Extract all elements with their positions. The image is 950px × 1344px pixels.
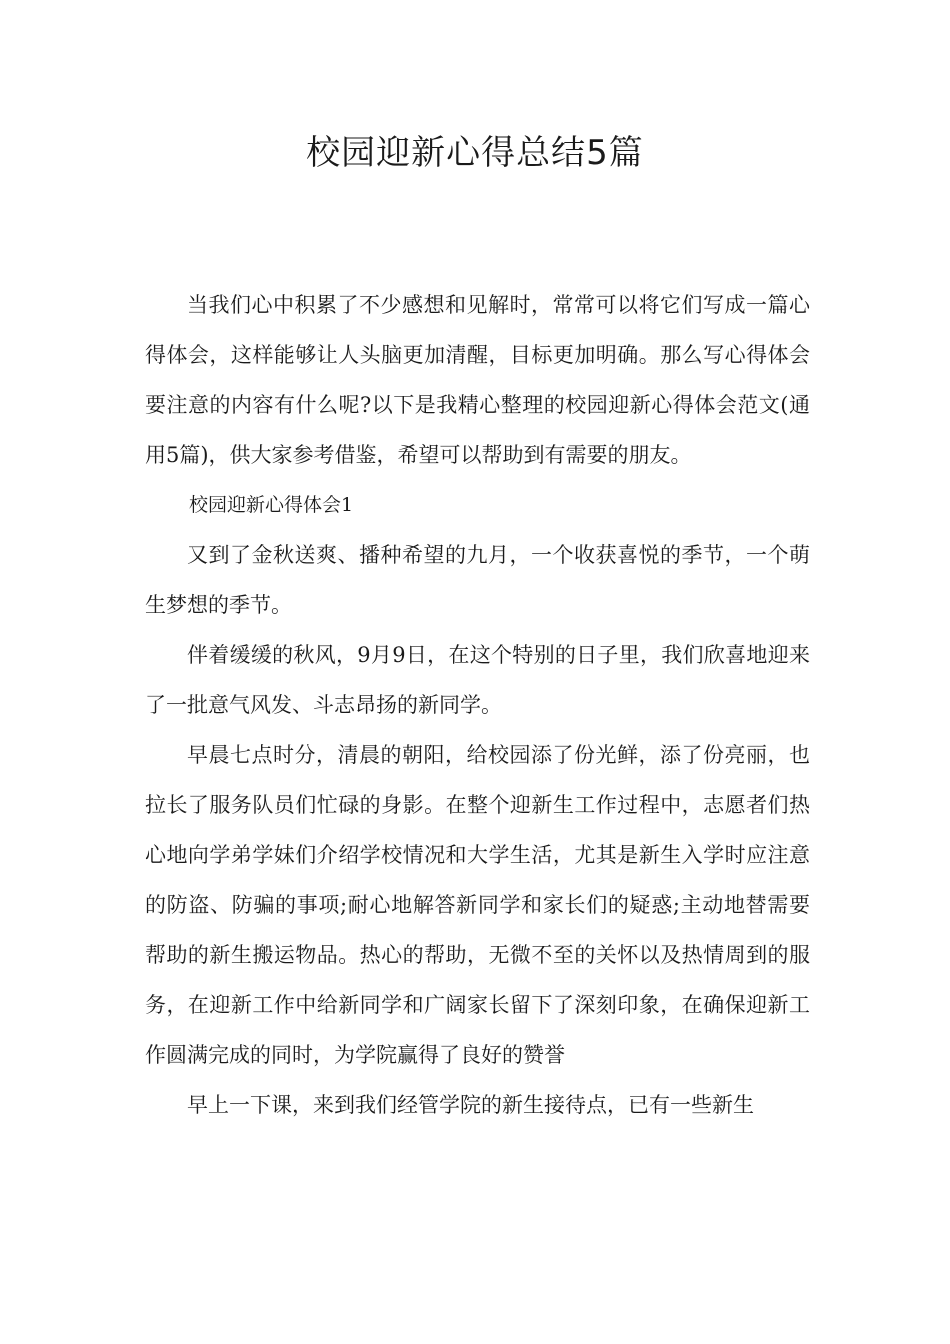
body-paragraph: 伴着缓缓的秋风，9月9日，在这个特别的日子里，我们欣喜地迎来了一批意气风发、斗志昂扬的新同学。: [145, 643, 810, 717]
document-title: 校园迎新心得总结5篇: [306, 133, 644, 173]
document-body: [145, 280, 810, 1130]
body-paragraph: 早上一下课，来到我们经管学院的新生接待点，已有一些新生: [187, 1093, 754, 1117]
body-paragraph: 又到了金秋送爽、播种希望的九月，一个收获喜悦的季节，一个萌生梦想的季节。: [145, 543, 810, 617]
section-heading: 校园迎新心得体会1: [189, 494, 354, 516]
intro-paragraph: 当我们心中积累了不少感想和见解时，常常可以将它们写成一篇心得体会，这样能够让人头脑更加清醒，目标更加明确。那么写心得体会要注意的内容有什么呢?以下是我精心整理的校园迎新心得体会范文(通用5篇)，供大家参考借鉴，希望可以帮助到有需要的朋友。: [145, 293, 810, 467]
body-paragraph: 早晨七点时分，清晨的朝阳，给校园添了份光鲜，添了份亮丽，也拉长了服务队员们忙碌的身影。在整个迎新生工作过程中，志愿者们热心地向学弟学妹们介绍学校情况和大学生活，尤其是新生入学时应注意的防盗、防骗的事项;耐心地解答新同学和家长们的疑惑;主动地替需要帮助的新生搬运物品。热心的帮助，无微不至的关怀以及热情周到的服务，在迎新工作中给新同学和广阔家长留下了深刻印象，在确保迎新工作圆满完成的同时，为学院赢得了良好的赞誉: [145, 743, 810, 1067]
